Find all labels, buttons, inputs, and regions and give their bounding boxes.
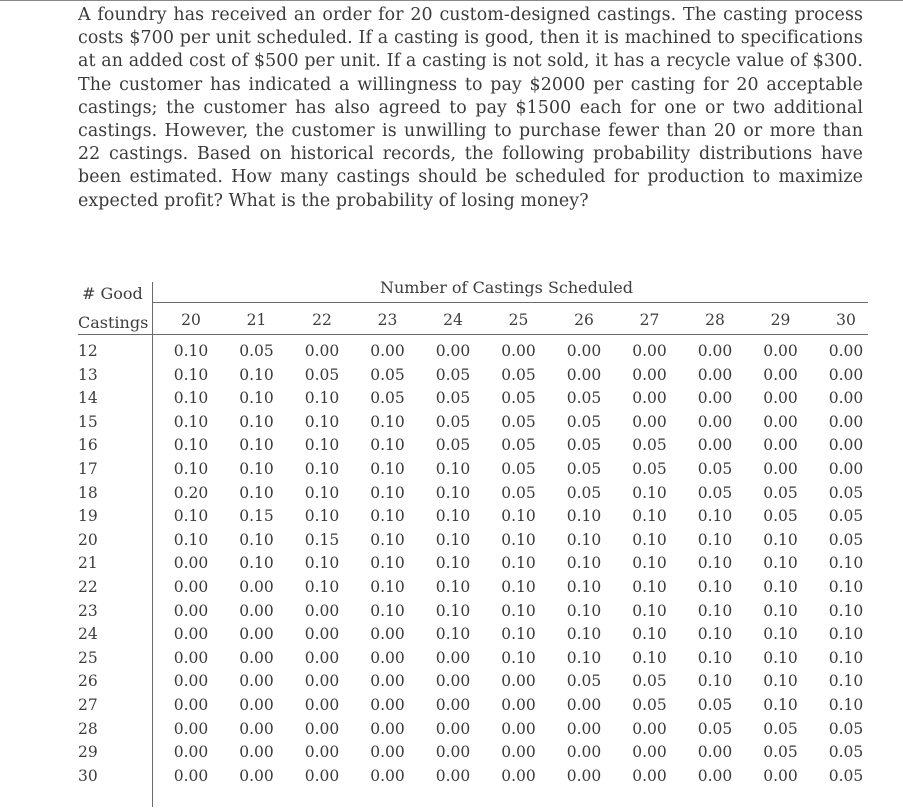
table-cell: 0.10 — [697, 601, 733, 620]
table-cell: 0.00 — [435, 719, 471, 738]
table-cell: 0.10 — [566, 625, 602, 644]
table-cell: 0.10 — [435, 578, 471, 596]
table-cell: 0.10 — [501, 507, 536, 526]
table-cell: 0.05 — [566, 412, 602, 431]
table-cell: 0.10 — [828, 648, 864, 667]
table-cell: 0.05 — [632, 696, 667, 714]
table-cell: 0.10 — [566, 530, 602, 549]
column-header-28: 28 — [705, 311, 725, 329]
table-cell: 0.00 — [173, 648, 209, 667]
table-cell: 0.10 — [304, 436, 340, 455]
table-cell: 0.00 — [173, 554, 209, 573]
table-cell: 0.10 — [501, 554, 536, 573]
table-cell: 0.10 — [370, 412, 405, 431]
column-header-20: 20 — [181, 311, 201, 329]
table-cell: 0.10 — [304, 412, 340, 431]
table-cell: 0.00 — [828, 436, 864, 455]
top-rule — [0, 0, 903, 1]
table-cell: 0.05 — [501, 460, 536, 478]
table-cell: 0.00 — [304, 743, 340, 762]
row-label-16: 16 — [78, 436, 98, 455]
table-cell: 0.10 — [173, 460, 209, 478]
row-header-good: # Good — [82, 284, 143, 303]
table-cell: 0.05 — [828, 766, 864, 785]
table-cell: 0.00 — [304, 601, 340, 620]
table-cell: 0.00 — [239, 696, 274, 714]
table-cell: 0.10 — [763, 648, 798, 667]
table-cell: 0.10 — [239, 365, 274, 384]
table-cell: 0.00 — [763, 436, 798, 455]
table-cell: 0.05 — [632, 672, 667, 691]
table-cell: 0.10 — [370, 578, 405, 596]
table-cell: 0.10 — [828, 601, 864, 620]
table-cell: 0.10 — [763, 601, 798, 620]
table-cell: 0.10 — [697, 554, 733, 573]
table-cell: 0.05 — [501, 412, 536, 431]
table-cell: 0.10 — [173, 342, 209, 360]
table-cell: 0.00 — [173, 719, 209, 738]
table-cell: 0.00 — [370, 719, 405, 738]
table-cell: 0.10 — [697, 530, 733, 549]
table-cell: 0.00 — [697, 743, 733, 762]
table-cell: 0.00 — [239, 719, 274, 738]
row-label-25: 25 — [78, 648, 98, 667]
table-cell: 0.00 — [370, 743, 405, 762]
table-cell: 0.10 — [632, 530, 667, 549]
column-header-24: 24 — [443, 311, 463, 329]
table-cell: 0.05 — [828, 719, 864, 738]
table-cell: 0.05 — [763, 507, 798, 526]
table-cell: 0.05 — [370, 389, 405, 408]
column-header-30: 30 — [836, 311, 856, 329]
table-cell: 0.10 — [173, 389, 209, 408]
table-cell: 0.00 — [239, 625, 274, 644]
table-cell: 0.10 — [632, 578, 667, 596]
table-cell: 0.00 — [632, 743, 667, 762]
table-cell: 0.10 — [435, 554, 471, 573]
table-cell: 0.00 — [566, 766, 602, 785]
table-cell: 0.20 — [173, 483, 209, 502]
row-label-24: 24 — [78, 625, 98, 644]
table-cell: 0.10 — [435, 483, 471, 502]
table-cell: 0.05 — [763, 483, 798, 502]
table-cell: 0.10 — [370, 460, 405, 478]
table-cell: 0.10 — [173, 436, 209, 455]
table-cell: 0.00 — [370, 625, 405, 644]
table-cell: 0.10 — [370, 483, 405, 502]
table-cell: 0.10 — [501, 578, 536, 596]
table-cell: 0.00 — [632, 365, 667, 384]
table-cell: 0.10 — [370, 436, 405, 455]
row-label-13: 13 — [78, 365, 98, 384]
table-cell: 0.00 — [566, 696, 602, 714]
table-cell: 0.10 — [173, 507, 209, 526]
table-cell: 0.10 — [632, 625, 667, 644]
table-cell: 0.00 — [697, 342, 733, 360]
row-label-14: 14 — [78, 389, 98, 408]
table-cell: 0.10 — [239, 389, 274, 408]
table-cell: 0.00 — [435, 766, 471, 785]
table-cell: 0.00 — [370, 648, 405, 667]
problem-statement: A foundry has received an order for 20 custom-designed castings. The casting process costs $700 per unit scheduled. If a casting is good, then it is machined to specifications at an added cost of $500 per unit. If a casting is not sold, it has a recycle value of $300. The customer has indicated a willingness to pay $2000 per casting for 20 acceptable castings; the customer has also agreed to pay $1500 each for one or two additional castings. However, the customer is unwilling to purchase fewer than 20 or more than 22 castings. Based on historical records, the following probability distributions have been estimated. How many castings should be scheduled for production to maximize expected profit? What is the probability of losing money? — [78, 5, 863, 211]
table-cell: 0.10 — [304, 554, 340, 573]
table-cell: 0.00 — [501, 719, 536, 738]
table-cell: 0.10 — [435, 601, 471, 620]
table-cell: 0.05 — [697, 696, 733, 714]
table-cell: 0.10 — [697, 578, 733, 596]
table-cell: 0.00 — [763, 460, 798, 478]
row-label-12: 12 — [78, 342, 98, 360]
table-cell: 0.00 — [239, 766, 274, 785]
table-cell: 0.00 — [435, 696, 471, 714]
table-cell: 0.10 — [828, 625, 864, 644]
table-cell: 0.10 — [435, 625, 471, 644]
table-cell: 0.00 — [239, 672, 274, 691]
table-cell: 0.00 — [370, 766, 405, 785]
table-cell: 0.10 — [239, 412, 274, 431]
table-cell: 0.00 — [828, 389, 864, 408]
table-cell: 0.00 — [173, 578, 209, 596]
table-cell: 0.10 — [304, 483, 340, 502]
table-cell: 0.00 — [173, 672, 209, 691]
table-cell: 0.00 — [173, 696, 209, 714]
table-cell: 0.05 — [501, 436, 536, 455]
table-cell: 0.05 — [435, 389, 471, 408]
table-cell: 0.00 — [304, 625, 340, 644]
table-cell: 0.10 — [697, 625, 733, 644]
table-cell: 0.10 — [304, 389, 340, 408]
column-header-rule — [78, 334, 868, 335]
table-cell: 0.05 — [632, 460, 667, 478]
table-cell: 0.10 — [239, 436, 274, 455]
table-cell: 0.00 — [435, 672, 471, 691]
table-cell: 0.05 — [828, 743, 864, 762]
table-cell: 0.10 — [566, 648, 602, 667]
table-cell: 0.10 — [632, 554, 667, 573]
table-cell: 0.05 — [828, 507, 864, 526]
table-cell: 0.15 — [304, 530, 340, 549]
table-cell: 0.10 — [828, 578, 864, 596]
table-cell: 0.10 — [370, 507, 405, 526]
table-cell: 0.10 — [632, 507, 667, 526]
table-cell: 0.10 — [763, 554, 798, 573]
table-cell: 0.00 — [632, 766, 667, 785]
table-cell: 0.10 — [501, 648, 536, 667]
table-cell: 0.00 — [697, 766, 733, 785]
table-cell: 0.10 — [501, 601, 536, 620]
table-cell: 0.10 — [697, 507, 733, 526]
table-cell: 0.10 — [697, 648, 733, 667]
table-cell: 0.10 — [239, 554, 274, 573]
table-cell: 0.10 — [697, 672, 733, 691]
table-cell: 0.05 — [501, 365, 536, 384]
table-cell: 0.05 — [763, 719, 798, 738]
table-cell: 0.10 — [566, 554, 602, 573]
table-cell: 0.10 — [239, 530, 274, 549]
table-cell: 0.00 — [239, 648, 274, 667]
table-cell: 0.00 — [763, 342, 798, 360]
table-cell: 0.05 — [304, 365, 340, 384]
table-cell: 0.05 — [828, 530, 864, 549]
table-cell: 0.00 — [697, 436, 733, 455]
table-cell: 0.05 — [566, 483, 602, 502]
column-header-27: 27 — [639, 311, 660, 329]
row-label-28: 28 — [78, 719, 98, 738]
row-label-29: 29 — [78, 743, 98, 762]
table-cell: 0.05 — [370, 365, 405, 384]
table-cell: 0.05 — [566, 389, 602, 408]
table-cell: 0.00 — [566, 743, 602, 762]
table-cell: 0.00 — [239, 601, 274, 620]
table-cell: 0.00 — [304, 648, 340, 667]
table-cell: 0.00 — [173, 766, 209, 785]
table-cell: 0.10 — [370, 554, 405, 573]
table-cell: 0.00 — [173, 601, 209, 620]
column-group-header: Number of Castings Scheduled — [380, 278, 634, 297]
table-cell: 0.10 — [304, 507, 340, 526]
table-cell: 0.15 — [239, 507, 274, 526]
table-cell: 0.05 — [697, 483, 733, 502]
table-cell: 0.00 — [501, 696, 536, 714]
table-cell: 0.00 — [370, 342, 405, 360]
table-cell: 0.10 — [239, 460, 274, 478]
table-cell: 0.10 — [435, 460, 471, 478]
table-cell: 0.10 — [435, 507, 471, 526]
table-cell: 0.00 — [239, 743, 274, 762]
table-cell: 0.05 — [697, 460, 733, 478]
table-cell: 0.10 — [566, 507, 602, 526]
row-label-19: 19 — [78, 507, 98, 526]
row-header-castings: Castings — [78, 313, 149, 332]
table-cell: 0.10 — [763, 625, 798, 644]
table-cell: 0.05 — [239, 342, 274, 360]
table-cell: 0.10 — [501, 530, 536, 549]
column-header-25: 25 — [508, 311, 529, 329]
table-vertical-rule — [152, 282, 153, 807]
table-cell: 0.10 — [173, 412, 209, 431]
table-cell: 0.05 — [566, 460, 602, 478]
table-cell: 0.05 — [566, 436, 602, 455]
row-label-20: 20 — [78, 530, 98, 549]
row-label-23: 23 — [78, 601, 98, 620]
table-cell: 0.00 — [304, 672, 340, 691]
table-cell: 0.05 — [435, 365, 471, 384]
column-header-23: 23 — [377, 311, 398, 329]
table-cell: 0.00 — [763, 412, 798, 431]
table-cell: 0.05 — [697, 719, 733, 738]
table-cell: 0.05 — [566, 672, 602, 691]
row-label-30: 30 — [78, 766, 98, 785]
column-header-29: 29 — [770, 311, 791, 329]
table-cell: 0.10 — [566, 601, 602, 620]
table-cell: 0.10 — [632, 648, 667, 667]
table-cell: 0.00 — [435, 743, 471, 762]
table-cell: 0.05 — [435, 436, 471, 455]
table-cell: 0.00 — [501, 743, 536, 762]
table-cell: 0.00 — [173, 743, 209, 762]
table-cell: 0.00 — [566, 342, 602, 360]
table-cell: 0.10 — [304, 578, 340, 596]
table-cell: 0.00 — [304, 342, 340, 360]
table-cell: 0.00 — [239, 578, 274, 596]
table-cell: 0.00 — [828, 460, 864, 478]
table-cell: 0.05 — [828, 483, 864, 502]
table-cell: 0.00 — [763, 389, 798, 408]
group-header-rule — [152, 302, 868, 303]
table-cell: 0.00 — [304, 719, 340, 738]
table-cell: 0.10 — [763, 578, 798, 596]
row-label-21: 21 — [78, 554, 98, 573]
table-cell: 0.00 — [632, 719, 667, 738]
table-cell: 0.10 — [828, 696, 864, 714]
table-cell: 0.00 — [501, 766, 536, 785]
table-cell: 0.00 — [632, 342, 667, 360]
table-cell: 0.00 — [828, 412, 864, 431]
table-cell: 0.10 — [828, 554, 864, 573]
table-cell: 0.10 — [304, 460, 340, 478]
table-cell: 0.10 — [632, 601, 667, 620]
table-cell: 0.10 — [370, 601, 405, 620]
table-cell: 0.10 — [501, 625, 536, 644]
table-cell: 0.00 — [501, 672, 536, 691]
table-cell: 0.00 — [632, 389, 667, 408]
row-label-27: 27 — [78, 696, 98, 714]
table-cell: 0.05 — [435, 412, 471, 431]
table-cell: 0.00 — [763, 766, 798, 785]
table-cell: 0.00 — [697, 365, 733, 384]
table-cell: 0.05 — [632, 436, 667, 455]
table-cell: 0.00 — [370, 696, 405, 714]
table-cell: 0.10 — [173, 365, 209, 384]
table-cell: 0.00 — [828, 342, 864, 360]
table-cell: 0.00 — [501, 342, 536, 360]
table-cell: 0.05 — [501, 483, 536, 502]
table-cell: 0.10 — [763, 672, 798, 691]
column-header-22: 22 — [312, 311, 332, 329]
table-cell: 0.00 — [435, 648, 471, 667]
row-label-15: 15 — [78, 412, 98, 431]
table-cell: 0.00 — [370, 672, 405, 691]
row-label-22: 22 — [78, 578, 98, 596]
row-label-26: 26 — [78, 672, 98, 691]
column-header-26: 26 — [574, 311, 594, 329]
table-cell: 0.10 — [173, 530, 209, 549]
column-header-21: 21 — [246, 311, 267, 329]
table-cell: 0.10 — [435, 530, 471, 549]
table-cell: 0.10 — [370, 530, 405, 549]
table-cell: 0.00 — [304, 766, 340, 785]
table-cell: 0.10 — [239, 483, 274, 502]
table-cell: 0.00 — [697, 389, 733, 408]
table-cell: 0.00 — [566, 365, 602, 384]
table-cell: 0.00 — [304, 696, 340, 714]
table-cell: 0.10 — [632, 483, 667, 502]
table-cell: 0.00 — [697, 412, 733, 431]
table-cell: 0.00 — [632, 412, 667, 431]
row-label-18: 18 — [78, 483, 98, 502]
table-cell: 0.00 — [435, 342, 471, 360]
table-cell: 0.05 — [763, 743, 798, 762]
table-cell: 0.00 — [173, 625, 209, 644]
table-cell: 0.00 — [566, 719, 602, 738]
table-cell: 0.00 — [828, 365, 864, 384]
table-cell: 0.00 — [763, 365, 798, 384]
table-cell: 0.10 — [566, 578, 602, 596]
table-cell: 0.10 — [828, 672, 864, 691]
table-cell: 0.10 — [763, 530, 798, 549]
row-label-17: 17 — [78, 460, 98, 478]
table-cell: 0.10 — [763, 696, 798, 714]
table-cell: 0.05 — [501, 389, 536, 408]
